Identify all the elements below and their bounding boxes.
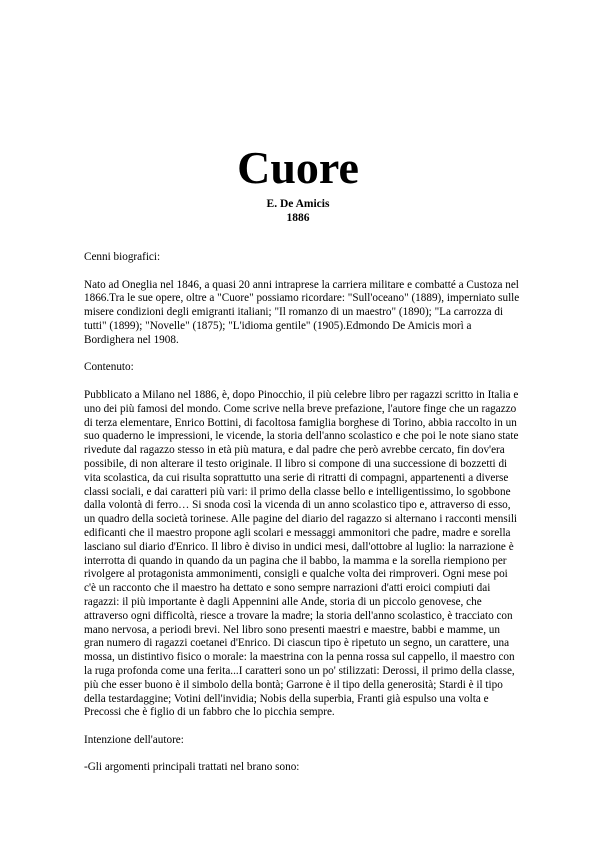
arguments-heading: -Gli argomenti principali trattati nel brano sono: [84,761,300,774]
document-year: 1886 [286,212,310,224]
content-paragraph: Pubblicato a Milano nel 1886, è, dopo Pinocchio, il più celebre libro per ragazzi scritto in Italia e uno dei più famosi del mondo. Come scrive nella breve prefazione, l'autore finge che un ragazzo di terza elementare, Enrico Bottini, di facoltosa famiglia borghese di Torino, abbia raccolto in un suo quaderno le impressioni, le vicende, la storia dell'anno scolastico e che poi le note siano state rivedute dal ragazzo stesso in età più matura, e dal padre che però avrebbe cercato, fin dov'era possibile, di non alterare il testo originale. Il libro si compone di una successione di bozzetti di vita scolastica, da cui risulta soprattutto una serie di ritratti di compagni, appartenenti a diverse classi sociali, e dai caratteri più vari: il primo della classe bello e intelligentissimo, lo sgobbone dalla volontà di ferro… Si snoda così la vicenda di un anno scolastico tipo e, attraverso di esso, un quadro della società torinese. Alle pagine del diario del ragazzo si alternano i racconti mensili edificanti che il maestro propone agli scolari e messaggi ammonitori che padre, madre e sorella lasciano sul diario d'Enrico. Il libro è diviso in undici mesi, dall'ottobre al luglio: la narrazione è interrotta di quando in quando da un pagina che il babbo, la mamma e la sorella riempiono per rivolgere al protagonista ammonimenti, consigli e qualche volta dei rimproveri. Ogni mese poi c'è un racconto che il maestro ha dettato e sono sempre narrazioni d'atti eroici compiuti dai ragazzi: il più importante è dagli Appennini alle Ande, storia di un piccolo genovese, che attraverso ogni difficoltà, riesce a trovare la madre; la storia dell'anno scolastico, è tracciato con mano nervosa, a periodi brevi. Nel libro sono presenti maestri e maestre, babbi e mamme, un gran numero di ragazzi coetanei d'Enrico. Di ciascun tipo è ripetuto un segno, un carattere, una mossa, un distintivo fisico o morale: la maestrina con la penna rossa sul cappello, il maestro con la ruga profonda come una ferita...I caratteri sono un po' stilizzati: Derossi, il primo della classe, più che esser buono è il simbolo della bontà; Garrone è il tipo della generosità; Stardi è il tipo della testardaggine; Votini dell'invidia; Nobis della superbia, Franti già espulso una volta e Precossi che è figlio di un fabbro che lo picchia sempre. [84,388,519,719]
document-title: Cuore [237,142,359,193]
bio-heading: Cenni biografici: [84,251,161,263]
bio-paragraph: Nato ad Oneglia nel 1846, a quasi 20 anni intraprese la carriera militare e combatté a Custoza nel 1866.Tra le sue opere, oltre a "Cuore" possiamo ricordare: "Sull'oceano" (1889), imperniato sulle misere condizioni degli emigranti italiani; "Il romanzo di un maestro" (1890); "La carrozza di tutti" (1899); "Novelle" (1875); "L'idioma gentile" (1905).Edmondo De Amicis morì a Bordighera nel 1908. [84,278,520,346]
content-heading: Contenuto: [84,361,134,374]
document-author: E. De Amicis [266,198,330,210]
intent-heading: Intenzione dell'autore: [84,733,184,746]
document-body [84,251,520,789]
